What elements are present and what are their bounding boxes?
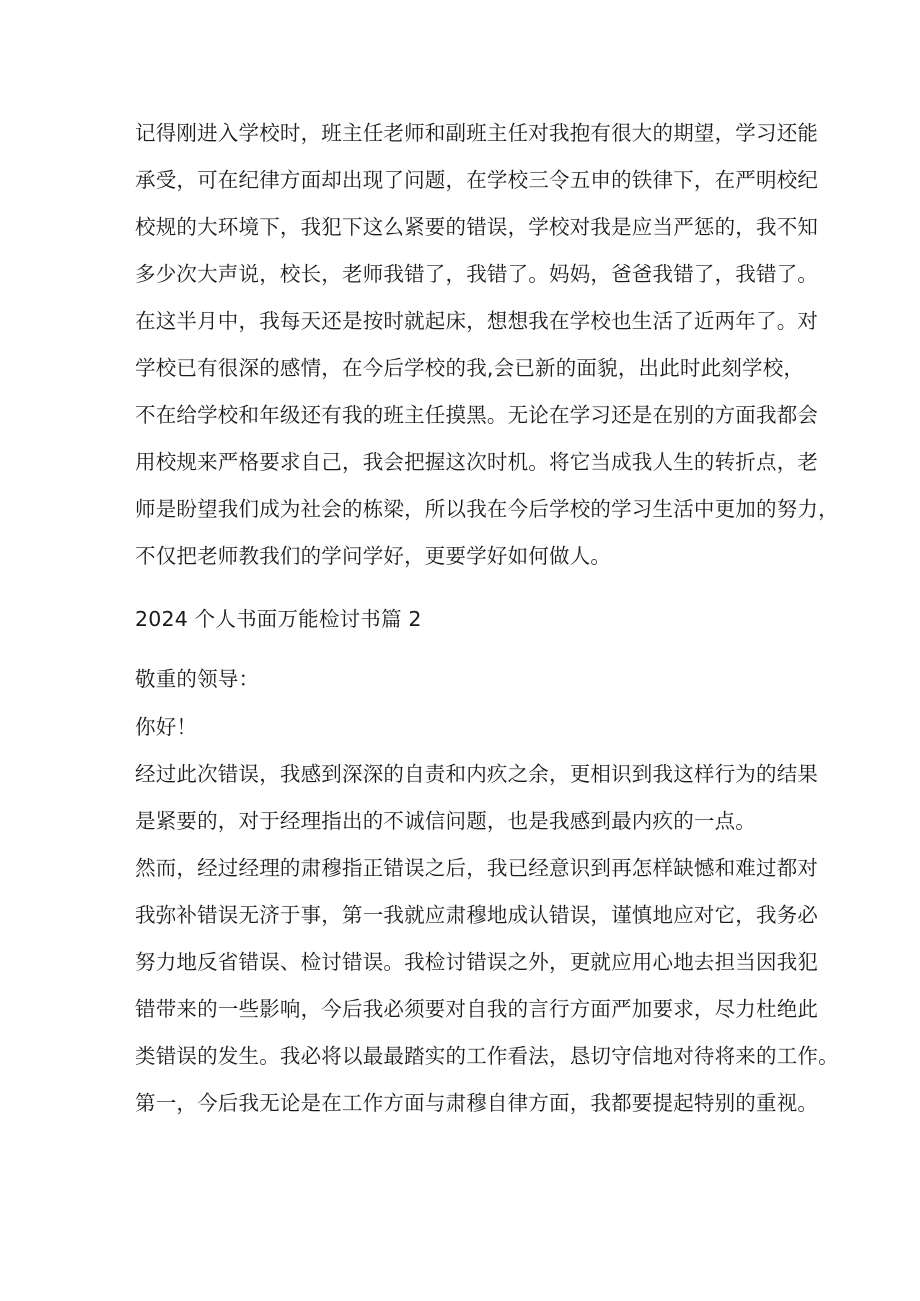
paragraph-line: 在这半月中，我每天还是按时就起床，想想我在学校也生活了近两年了。对 [135, 309, 819, 333]
paragraph-line: 不仅把老师教我们的学问学好，更要学好如何做人。 [135, 544, 612, 568]
paragraph-line: 是紧要的，对于经理指出的不诚信问题，也是我感到最内疚的一点。 [135, 809, 756, 833]
paragraph-line: 不在给学校和年级还有我的班主任摸黑。无论在学习还是在别的方面我都会 [135, 403, 819, 427]
paragraph-line: 第一，今后我无论是在工作方面与肃穆自律方面，我都要提起特别的重视。 [135, 1091, 819, 1115]
paragraph-line: 类错误的发生。我必将以最最踏实的工作看法，恳切守信地对待将来的工作。 [135, 1044, 839, 1068]
salutation: 敬重的领导： [135, 667, 260, 691]
paragraph-line: 然而，经过经理的肃穆指正错误之后，我已经意识到再怎样缺憾和难过都对 [135, 856, 819, 880]
paragraph-line: 经过此次错误，我感到深深的自责和内疚之余，更相识到我这样行为的结果 [135, 762, 819, 786]
paragraph-line: 错带来的一些影响，今后我必须要对自我的言行方面严加要求，尽力杜绝此 [135, 997, 819, 1021]
greeting: 你好！ [135, 715, 198, 739]
paragraph-line: 用校规来严格要求自己，我会把握这次时机。将它当成我人生的转折点，老 [135, 450, 819, 474]
paragraph-line: 校规的大环境下，我犯下这么紧要的错误，学校对我是应当严惩的，我不知 [135, 215, 819, 239]
paragraph-line: 学校已有很深的感情，在今后学校的我,会已新的面貌，出此时此刻学校， [135, 356, 805, 380]
paragraph-line: 我弥补错误无济于事，第一我就应肃穆地成认错误，谨慎地应对它，我务必 [135, 903, 819, 927]
paragraph-line: 承受，可在纪律方面却出现了问题，在学校三令五申的铁律下，在严明校纪 [135, 168, 819, 192]
paragraph-line: 多少次大声说，校长，老师我错了，我错了。妈妈，爸爸我错了，我错了。 [135, 262, 819, 286]
paragraph-line: 师是盼望我们成为社会的栋梁，所以我在今后学校的学习生活中更加的努力， [135, 497, 839, 521]
section-heading: 2024 个人书面万能检讨书篇 2 [135, 607, 422, 631]
paragraph-line: 努力地反省错误、检讨错误。我检讨错误之外，更就应用心地去担当因我犯 [135, 950, 819, 974]
paragraph-line: 记得刚进入学校时，班主任老师和副班主任对我抱有很大的期望，学习还能 [135, 121, 819, 145]
